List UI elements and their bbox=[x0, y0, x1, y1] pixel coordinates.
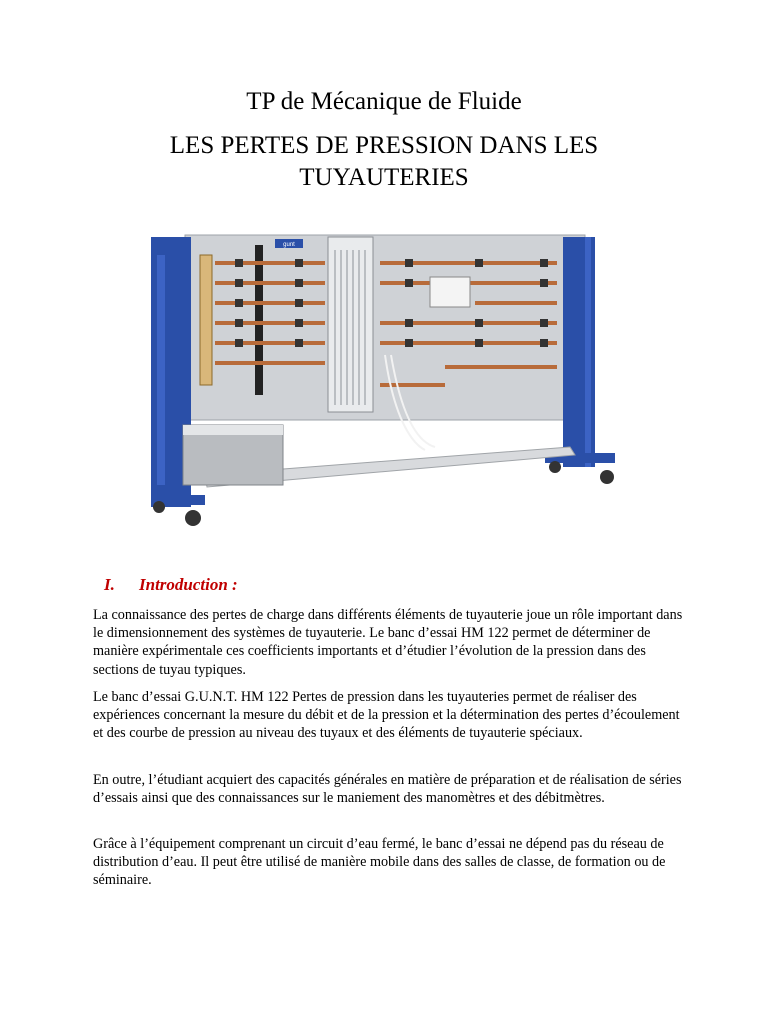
section-title: Introduction : bbox=[139, 575, 238, 594]
document-subtitle: LES PERTES DE PRESSION DANS LES TUYAUTERIES bbox=[169, 132, 599, 191]
left-upright-highlight bbox=[157, 255, 165, 485]
section-heading bbox=[104, 575, 238, 595]
wheel bbox=[549, 461, 561, 473]
brand-mark: gunt bbox=[283, 242, 295, 248]
wheel bbox=[600, 470, 614, 484]
right-upright-highlight bbox=[585, 237, 591, 467]
document-title: TP de Mécanique de Fluide bbox=[246, 88, 522, 115]
vertical-tube bbox=[255, 245, 263, 395]
flow-meter bbox=[200, 255, 212, 385]
info-plate bbox=[430, 277, 470, 307]
test-bench-illustration bbox=[145, 225, 635, 530]
water-tank-lid bbox=[183, 425, 283, 435]
paragraph: Grâce à l’équipement comprenant un circuit d’eau fermé, le banc d’essai ne dépend pas du réseau de distribution d’eau. Il peut être utilisé de manière mobile dans des salles de classe, de formation ou de séminaire. bbox=[93, 836, 666, 889]
section-number: I. bbox=[104, 575, 115, 594]
test-bench-drawing bbox=[145, 225, 635, 530]
paragraph: La connaissance des pertes de charge dans différents éléments de tuyauterie joue un rôle important dans le dimensionnement des systèmes de tuyauterie. Le banc d’essai HM 122 permet de déterminer de manière expérimentale ces coefficients importants et d’étudier l’évolution de la pression dans des sections de tuyau typiques. bbox=[93, 607, 683, 678]
paragraph: En outre, l’étudiant acquiert des capacités générales en matière de préparation et de réalisation de séries d’essais ainsi que des connaissances sur le maniement des manomètres et des débitmètres. bbox=[93, 772, 682, 807]
paragraph: Le banc d’essai G.U.N.T. HM 122 Pertes de pression dans les tuyauteries permet de réaliser des expériences concernant la mesure du débit et de la pression et la détermination des pertes d’écoulement et des courbe de pression au niveau des tuyaux et des éléments de tuyauterie spéciaux. bbox=[93, 689, 680, 742]
wheel bbox=[153, 501, 165, 513]
wheel bbox=[185, 510, 201, 526]
